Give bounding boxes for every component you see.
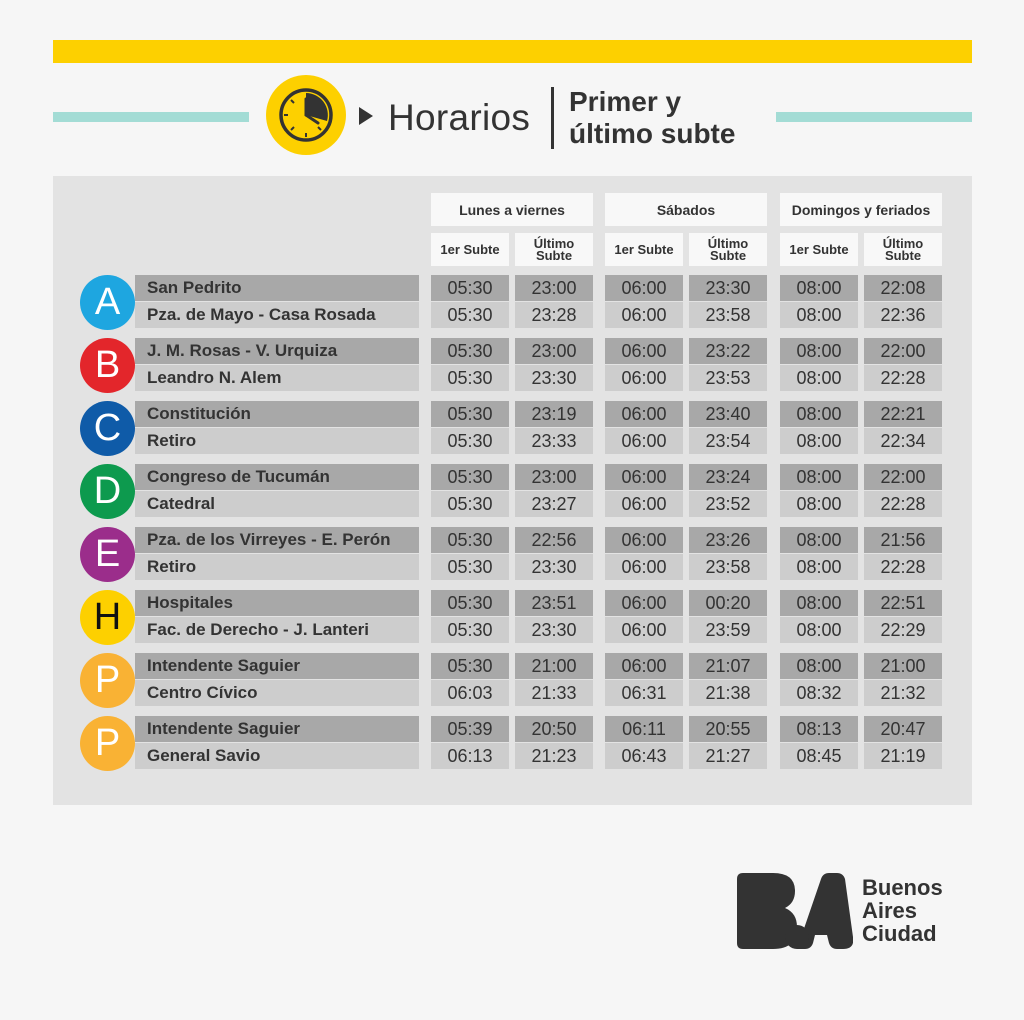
time-destination: 06:00 bbox=[605, 365, 683, 391]
column-header-first: 1er Subte bbox=[605, 233, 683, 266]
time-destination: 21:27 bbox=[689, 743, 767, 769]
station-origin: Intendente Saguier bbox=[135, 716, 419, 742]
time-cell bbox=[515, 590, 593, 645]
column-header-last-line1: Último bbox=[882, 235, 924, 251]
time-cell bbox=[864, 464, 942, 519]
time-destination: 08:00 bbox=[780, 428, 858, 454]
time-destination: 22:29 bbox=[864, 617, 942, 643]
time-cell bbox=[780, 590, 858, 645]
time-cell bbox=[605, 464, 683, 519]
time-cell bbox=[689, 653, 767, 708]
station-origin: Constitución bbox=[135, 401, 419, 427]
time-destination: 08:32 bbox=[780, 680, 858, 706]
time-destination: 23:58 bbox=[689, 554, 767, 580]
time-cell bbox=[431, 653, 509, 708]
time-destination: 23:33 bbox=[515, 428, 593, 454]
time-destination: 06:03 bbox=[431, 680, 509, 706]
time-origin: 05:30 bbox=[431, 338, 509, 364]
time-origin: 22:08 bbox=[864, 275, 942, 301]
time-origin: 23:22 bbox=[689, 338, 767, 364]
time-origin: 22:51 bbox=[864, 590, 942, 616]
line-badge: P bbox=[80, 653, 135, 708]
time-origin: 23:00 bbox=[515, 464, 593, 490]
time-cell bbox=[689, 275, 767, 330]
time-cell bbox=[431, 338, 509, 393]
time-origin: 22:00 bbox=[864, 338, 942, 364]
station-destination: General Savio bbox=[135, 743, 419, 769]
time-cell bbox=[689, 590, 767, 645]
time-destination: 05:30 bbox=[431, 428, 509, 454]
time-cell bbox=[780, 527, 858, 582]
time-origin: 06:00 bbox=[605, 275, 683, 301]
line-row bbox=[0, 401, 1024, 456]
station-origin: Hospitales bbox=[135, 590, 419, 616]
time-origin: 23:40 bbox=[689, 401, 767, 427]
logo-line-1: Buenos bbox=[862, 875, 943, 900]
time-cell bbox=[605, 338, 683, 393]
time-cell bbox=[605, 275, 683, 330]
logo-line-2: Aires bbox=[862, 898, 918, 923]
play-arrow-icon bbox=[359, 107, 373, 125]
time-destination: 21:33 bbox=[515, 680, 593, 706]
line-row bbox=[0, 527, 1024, 582]
time-destination: 06:00 bbox=[605, 302, 683, 328]
time-origin: 21:56 bbox=[864, 527, 942, 553]
time-cell bbox=[605, 653, 683, 708]
group-header: Lunes a viernes bbox=[431, 193, 593, 226]
time-destination: 05:30 bbox=[431, 491, 509, 517]
column-header-last-line2: Subte bbox=[884, 247, 922, 263]
time-destination: 08:00 bbox=[780, 554, 858, 580]
time-destination: 06:00 bbox=[605, 554, 683, 580]
time-destination: 22:28 bbox=[864, 554, 942, 580]
time-destination: 23:54 bbox=[689, 428, 767, 454]
time-destination: 06:00 bbox=[605, 491, 683, 517]
column-header-first: 1er Subte bbox=[431, 233, 509, 266]
time-cell bbox=[689, 338, 767, 393]
time-origin: 23:26 bbox=[689, 527, 767, 553]
time-cell bbox=[515, 275, 593, 330]
time-destination: 06:31 bbox=[605, 680, 683, 706]
time-origin: 06:00 bbox=[605, 464, 683, 490]
column-header-last-line1: Último bbox=[707, 235, 749, 251]
time-destination: 23:58 bbox=[689, 302, 767, 328]
time-destination: 08:00 bbox=[780, 302, 858, 328]
line-badge: P bbox=[80, 716, 135, 771]
page-title: Horarios bbox=[388, 97, 531, 138]
time-cell bbox=[431, 464, 509, 519]
time-origin: 06:00 bbox=[605, 338, 683, 364]
time-destination: 05:30 bbox=[431, 302, 509, 328]
group-header: Domingos y feriados bbox=[780, 193, 942, 226]
page-subtitle-line2: último subte bbox=[569, 118, 736, 149]
time-destination: 05:30 bbox=[431, 365, 509, 391]
time-destination: 23:27 bbox=[515, 491, 593, 517]
time-origin: 05:30 bbox=[431, 590, 509, 616]
time-origin: 05:30 bbox=[431, 275, 509, 301]
time-origin: 06:00 bbox=[605, 653, 683, 679]
time-cell bbox=[864, 716, 942, 771]
line-row bbox=[0, 338, 1024, 393]
time-cell bbox=[864, 338, 942, 393]
time-cell bbox=[689, 716, 767, 771]
line-badge: A bbox=[80, 275, 135, 330]
time-destination: 22:36 bbox=[864, 302, 942, 328]
station-origin: Intendente Saguier bbox=[135, 653, 419, 679]
column-header-last bbox=[689, 233, 767, 266]
time-cell bbox=[780, 653, 858, 708]
time-cell bbox=[515, 653, 593, 708]
column-header-last-line1: Último bbox=[533, 235, 575, 251]
time-cell bbox=[431, 275, 509, 330]
line-badge: E bbox=[80, 527, 135, 582]
time-cell bbox=[605, 716, 683, 771]
line-badge: D bbox=[80, 464, 135, 519]
time-cell bbox=[431, 527, 509, 582]
time-destination: 21:32 bbox=[864, 680, 942, 706]
time-origin: 06:00 bbox=[605, 401, 683, 427]
time-cell bbox=[780, 338, 858, 393]
time-origin: 20:47 bbox=[864, 716, 942, 742]
time-origin: 08:00 bbox=[780, 464, 858, 490]
title-separator bbox=[551, 87, 554, 149]
time-cell bbox=[780, 464, 858, 519]
time-destination: 08:00 bbox=[780, 491, 858, 517]
time-origin: 08:00 bbox=[780, 527, 858, 553]
time-origin: 23:24 bbox=[689, 464, 767, 490]
column-header-last-line2: Subte bbox=[709, 247, 747, 263]
time-destination: 21:19 bbox=[864, 743, 942, 769]
time-origin: 20:50 bbox=[515, 716, 593, 742]
header-decor-line-right bbox=[776, 112, 972, 122]
time-cell bbox=[689, 401, 767, 456]
station-destination: Retiro bbox=[135, 554, 419, 580]
logo-line-3: Ciudad bbox=[862, 921, 937, 946]
time-destination: 23:59 bbox=[689, 617, 767, 643]
time-cell bbox=[780, 401, 858, 456]
ba-logo-mark bbox=[737, 873, 853, 949]
time-destination: 06:00 bbox=[605, 428, 683, 454]
time-cell bbox=[515, 338, 593, 393]
time-origin: 23:00 bbox=[515, 338, 593, 364]
time-destination: 06:43 bbox=[605, 743, 683, 769]
time-origin: 23:51 bbox=[515, 590, 593, 616]
time-origin: 20:55 bbox=[689, 716, 767, 742]
time-origin: 06:00 bbox=[605, 527, 683, 553]
line-row bbox=[0, 653, 1024, 708]
time-cell bbox=[431, 590, 509, 645]
time-destination: 08:45 bbox=[780, 743, 858, 769]
time-origin: 08:00 bbox=[780, 338, 858, 364]
time-cell bbox=[431, 716, 509, 771]
time-origin: 22:00 bbox=[864, 464, 942, 490]
station-origin: San Pedrito bbox=[135, 275, 419, 301]
time-destination: 08:00 bbox=[780, 365, 858, 391]
time-origin: 08:13 bbox=[780, 716, 858, 742]
time-cell bbox=[515, 464, 593, 519]
station-destination: Fac. de Derecho - J. Lanteri bbox=[135, 617, 419, 643]
station-destination: Catedral bbox=[135, 491, 419, 517]
time-origin: 22:56 bbox=[515, 527, 593, 553]
column-header-last bbox=[515, 233, 593, 266]
line-row bbox=[0, 716, 1024, 771]
time-destination: 06:13 bbox=[431, 743, 509, 769]
time-destination: 23:30 bbox=[515, 617, 593, 643]
time-origin: 23:00 bbox=[515, 275, 593, 301]
time-cell bbox=[864, 275, 942, 330]
station-destination: Retiro bbox=[135, 428, 419, 454]
time-origin: 08:00 bbox=[780, 275, 858, 301]
time-origin: 21:07 bbox=[689, 653, 767, 679]
page-subtitle-line1: Primer y bbox=[569, 86, 682, 117]
line-badge: H bbox=[80, 590, 135, 645]
time-origin: 05:30 bbox=[431, 401, 509, 427]
time-destination: 23:30 bbox=[515, 365, 593, 391]
time-destination: 22:28 bbox=[864, 365, 942, 391]
time-origin: 21:00 bbox=[864, 653, 942, 679]
time-destination: 21:38 bbox=[689, 680, 767, 706]
time-origin: 08:00 bbox=[780, 401, 858, 427]
time-origin: 05:30 bbox=[431, 464, 509, 490]
time-destination: 23:53 bbox=[689, 365, 767, 391]
top-yellow-bar bbox=[53, 40, 972, 63]
time-origin: 22:21 bbox=[864, 401, 942, 427]
time-origin: 23:19 bbox=[515, 401, 593, 427]
time-origin: 08:00 bbox=[780, 590, 858, 616]
header-decor-line-left bbox=[53, 112, 249, 122]
time-origin: 21:00 bbox=[515, 653, 593, 679]
time-cell bbox=[515, 716, 593, 771]
time-destination: 06:00 bbox=[605, 617, 683, 643]
time-destination: 05:30 bbox=[431, 617, 509, 643]
line-row bbox=[0, 464, 1024, 519]
station-destination: Leandro N. Alem bbox=[135, 365, 419, 391]
station-destination: Centro Cívico bbox=[135, 680, 419, 706]
line-badge: C bbox=[80, 401, 135, 456]
time-cell bbox=[780, 275, 858, 330]
station-origin: J. M. Rosas - V. Urquiza bbox=[135, 338, 419, 364]
column-header-last-line2: Subte bbox=[535, 247, 573, 263]
time-destination: 23:28 bbox=[515, 302, 593, 328]
time-destination: 21:23 bbox=[515, 743, 593, 769]
line-row bbox=[0, 275, 1024, 330]
time-destination: 08:00 bbox=[780, 617, 858, 643]
column-header-first: 1er Subte bbox=[780, 233, 858, 266]
time-destination: 22:28 bbox=[864, 491, 942, 517]
time-cell bbox=[864, 401, 942, 456]
time-origin: 23:30 bbox=[689, 275, 767, 301]
time-cell bbox=[864, 653, 942, 708]
time-cell bbox=[431, 401, 509, 456]
time-origin: 05:30 bbox=[431, 527, 509, 553]
time-cell bbox=[780, 716, 858, 771]
clock-icon bbox=[266, 75, 346, 155]
station-destination: Pza. de Mayo - Casa Rosada bbox=[135, 302, 419, 328]
time-origin: 06:11 bbox=[605, 716, 683, 742]
time-destination: 23:52 bbox=[689, 491, 767, 517]
time-cell bbox=[515, 401, 593, 456]
time-cell bbox=[689, 464, 767, 519]
time-destination: 05:30 bbox=[431, 554, 509, 580]
time-cell bbox=[605, 590, 683, 645]
line-badge: B bbox=[80, 338, 135, 393]
station-origin: Congreso de Tucumán bbox=[135, 464, 419, 490]
time-origin: 00:20 bbox=[689, 590, 767, 616]
time-origin: 08:00 bbox=[780, 653, 858, 679]
time-cell bbox=[605, 527, 683, 582]
time-cell bbox=[689, 527, 767, 582]
time-destination: 22:34 bbox=[864, 428, 942, 454]
time-cell bbox=[864, 590, 942, 645]
ba-logo-text bbox=[862, 876, 943, 945]
time-origin: 06:00 bbox=[605, 590, 683, 616]
time-destination: 23:30 bbox=[515, 554, 593, 580]
time-cell bbox=[864, 527, 942, 582]
line-row bbox=[0, 590, 1024, 645]
station-origin: Pza. de los Virreyes - E. Perón bbox=[135, 527, 419, 553]
column-header-last bbox=[864, 233, 942, 266]
time-origin: 05:30 bbox=[431, 653, 509, 679]
time-origin: 05:39 bbox=[431, 716, 509, 742]
time-cell bbox=[605, 401, 683, 456]
group-header: Sábados bbox=[605, 193, 767, 226]
page-subtitle bbox=[569, 86, 735, 150]
time-cell bbox=[515, 527, 593, 582]
